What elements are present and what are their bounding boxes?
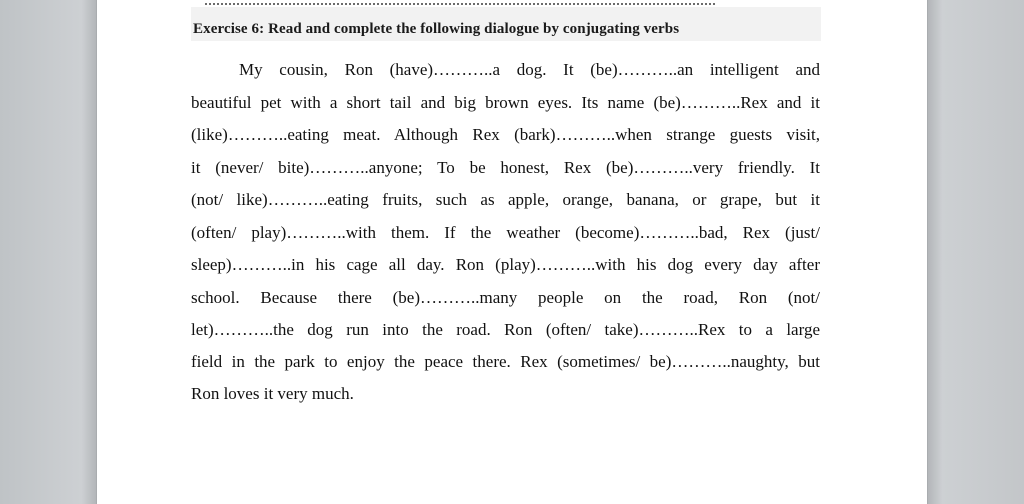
paragraph-line: sleep)………..in his cage all day. Ron (play)………..with his dog every day after — [191, 255, 820, 274]
page-edge-right — [927, 0, 928, 504]
paragraph-line: (often/ play)………..with them. If the weather (become)………..bad, Rex (just/ — [191, 223, 820, 242]
paragraph-line: (like)………..eating meat. Although Rex (bark)………..when strange guests visit, — [191, 125, 820, 144]
paragraph-line: My cousin, Ron (have)………..a dog. It (be)………..an intelligent and — [239, 60, 820, 79]
paragraph-line: field in the park to enjoy the peace there. Rex (sometimes/ be)………..naughty, but — [191, 352, 820, 371]
paragraph-line: it (never/ bite)………..anyone; To be honest, Rex (be)………..very friendly. It — [191, 158, 820, 177]
page-edge-left — [96, 0, 97, 504]
right-gutter — [928, 0, 1024, 504]
exercise-title: Exercise 6: Read and complete the following dialogue by conjugating verbs — [193, 21, 680, 37]
left-gutter — [0, 0, 96, 504]
paragraph-line: school. Because there (be)………..many people on the road, Ron (not/ — [191, 288, 820, 307]
paragraph-line-last: Ron loves it very much. — [191, 384, 354, 403]
paragraph-line: beautiful pet with a short tail and big brown eyes. Its name (be)………..Rex and it — [191, 93, 820, 112]
paragraph-line: let)………..the dog run into the road. Ron (often/ take)………..Rex to a large — [191, 320, 820, 339]
dotted-separator — [205, 0, 715, 5]
paragraph-line: (not/ like)………..eating fruits, such as apple, orange, banana, or grape, but it — [191, 190, 820, 209]
